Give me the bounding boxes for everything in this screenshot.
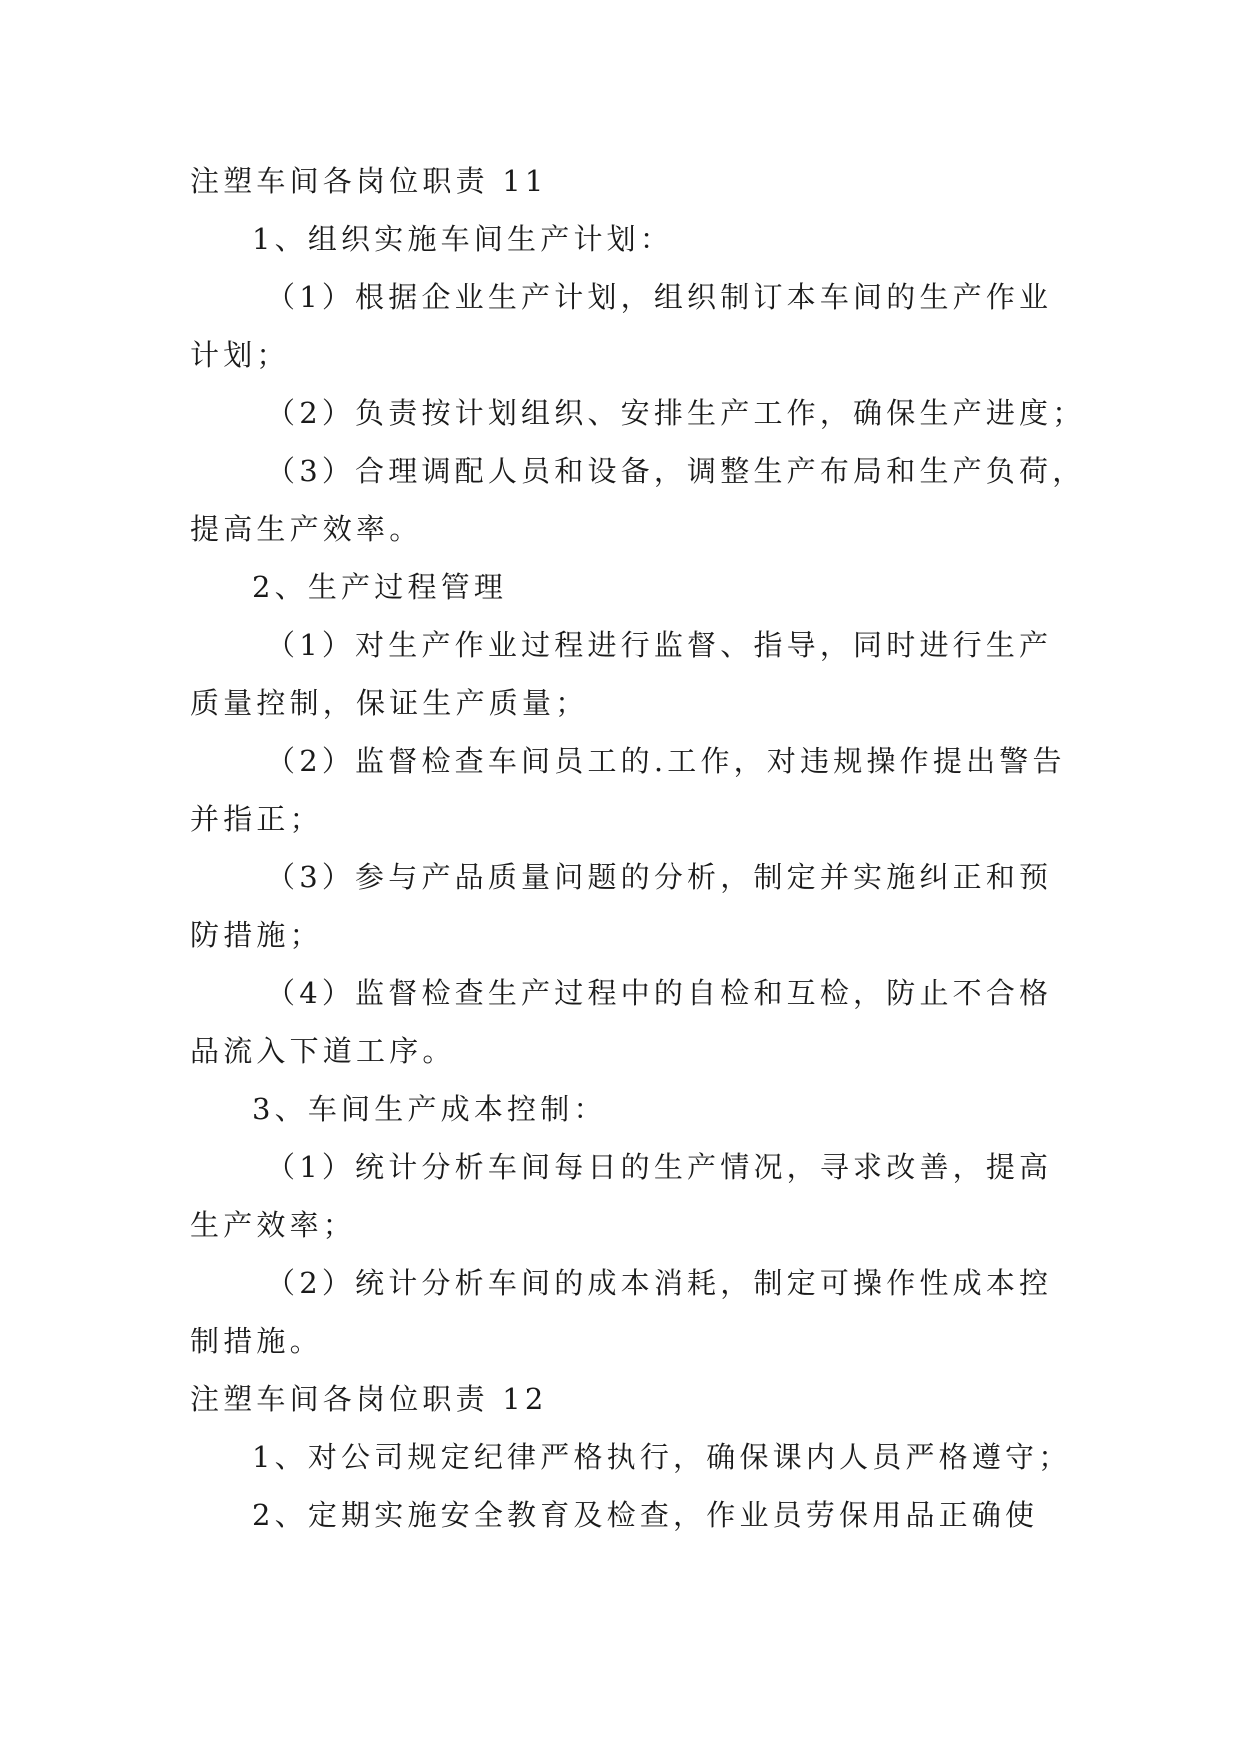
paragraph-line: 生产效率；	[190, 1208, 357, 1242]
paragraph-line: 防措施；	[190, 918, 323, 952]
paragraph-line: 2、生产过程管理	[252, 570, 508, 604]
paragraph-line: （2）监督检查车间员工的.工作，对违规操作提出警告	[266, 744, 1066, 778]
paragraph-line: 制措施。	[190, 1324, 323, 1358]
paragraph-line: 3、车间生产成本控制：	[252, 1092, 607, 1126]
document-body	[190, 152, 1086, 1544]
paragraph-line: 质量控制，保证生产质量；	[190, 686, 589, 720]
paragraph-line: （1）统计分析车间每日的生产情况，寻求改善，提高	[266, 1150, 1053, 1184]
paragraph-line: 提高生产效率。	[190, 512, 423, 546]
paragraph-line: 并指正；	[190, 802, 323, 836]
paragraph-line: （1）根据企业生产计划，组织制订本车间的生产作业	[266, 280, 1053, 314]
paragraph-line: 计划；	[190, 338, 290, 372]
paragraph-line: 品流入下道工序。	[190, 1034, 456, 1068]
section-title-11: 注塑车间各岗位职责 11	[190, 164, 548, 198]
paragraph-line: （4）监督检查生产过程中的自检和互检，防止不合格	[266, 976, 1053, 1010]
paragraph-line: 1、组织实施车间生产计划：	[252, 222, 674, 256]
paragraph-line: （3）合理调配人员和设备，调整生产布局和生产负荷，	[266, 454, 1086, 488]
paragraph-line: 2、定期实施安全教育及检查，作业员劳保用品正确使	[252, 1498, 1039, 1532]
paragraph-line: （1）对生产作业过程进行监督、指导，同时进行生产	[266, 628, 1053, 662]
paragraph-line: （3）参与产品质量问题的分析，制定并实施纠正和预	[266, 860, 1053, 894]
section-title-12: 注塑车间各岗位职责 12	[190, 1382, 548, 1416]
paragraph-line: （2）统计分析车间的成本消耗，制定可操作性成本控	[266, 1266, 1053, 1300]
paragraph-line: 1、对公司规定纪律严格执行，确保课内人员严格遵守；	[252, 1440, 1072, 1474]
paragraph-line: （2）负责按计划组织、安排生产工作，确保生产进度；	[266, 396, 1086, 430]
